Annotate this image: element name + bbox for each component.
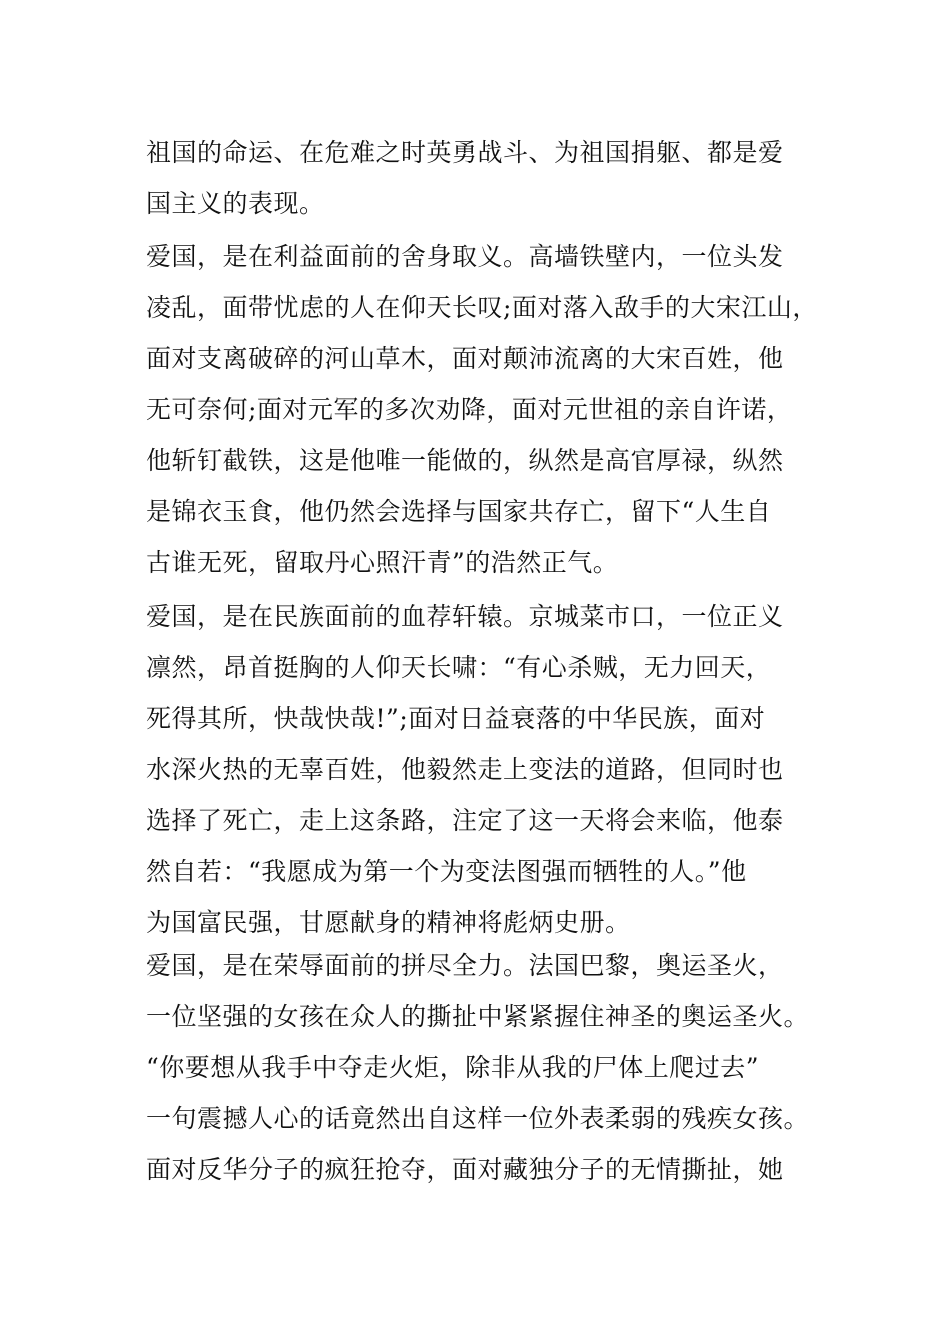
text-line: 爱国，是在利益面前的舍身取义。高墙铁壁内，一位头发 — [146, 242, 784, 271]
text-line: “你要想从我手中夺走火炬，除非从我的尸体上爬过去” — [146, 1053, 760, 1082]
text-line: 古谁无死，留取丹心照汗青”的浩然正气。 — [146, 548, 619, 577]
text-line: 他斩钉截铁，这是他唯一能做的，纵然是高官厚禄，纵然 — [146, 446, 784, 475]
paragraph-1 — [146, 127, 826, 229]
text-line: 无可奈何;面对元军的多次劝降，面对元世祖的亲自许诺， — [146, 395, 793, 424]
text-line: 凛然，昂首挺胸的人仰天长啸：“有心杀贼，无力回天， — [146, 653, 772, 682]
text-line: 凌乱，面带忧虑的人在仰天长叹;面对落入敌手的大宋江山， — [146, 293, 818, 322]
text-line: 是锦衣玉食，他仍然会选择与国家共存亡，留下“人生自 — [146, 497, 772, 526]
text-line: 然自若：“我愿成为第一个为变法图强而牺牲的人。”他 — [146, 857, 747, 886]
text-line: 选择了死亡，走上这条路，注定了这一天将会来临，他泰 — [146, 806, 784, 835]
text-line: 一句震撼人心的话竟然出自这样一位外表柔弱的残疾女孩。 — [146, 1104, 810, 1133]
text-line: 祖国的命运、在危难之时英勇战斗、为祖国捐躯、都是爱 — [146, 138, 784, 167]
text-line: 国主义的表现。 — [146, 189, 325, 218]
paragraph-3 — [146, 591, 826, 948]
text-line: 爱国，是在民族面前的血荐轩辕。京城菜市口，一位正义 — [146, 602, 784, 631]
text-line: 面对反华分子的疯狂抢夺，面对藏独分子的无情撕扯，她 — [146, 1155, 784, 1184]
text-line: 面对支离破碎的河山草木，面对颠沛流离的大宋百姓，他 — [146, 344, 784, 373]
text-line: 为国富民强，甘愿献身的精神将彪炳史册。 — [146, 908, 631, 937]
text-line: 一位坚强的女孩在众人的撕扯中紧紧握住神圣的奥运圣火。 — [146, 1002, 810, 1031]
text-line: 死得其所，快哉快哉!”;面对日益衰落的中华民族，面对 — [146, 704, 766, 733]
text-line: 水深火热的无辜百姓，他毅然走上变法的道路，但同时也 — [146, 755, 784, 784]
paragraph-4 — [146, 940, 826, 1195]
text-line: 爱国，是在荣辱面前的拼尽全力。法国巴黎，奥运圣火， — [146, 951, 784, 980]
paragraph-2 — [146, 231, 826, 588]
